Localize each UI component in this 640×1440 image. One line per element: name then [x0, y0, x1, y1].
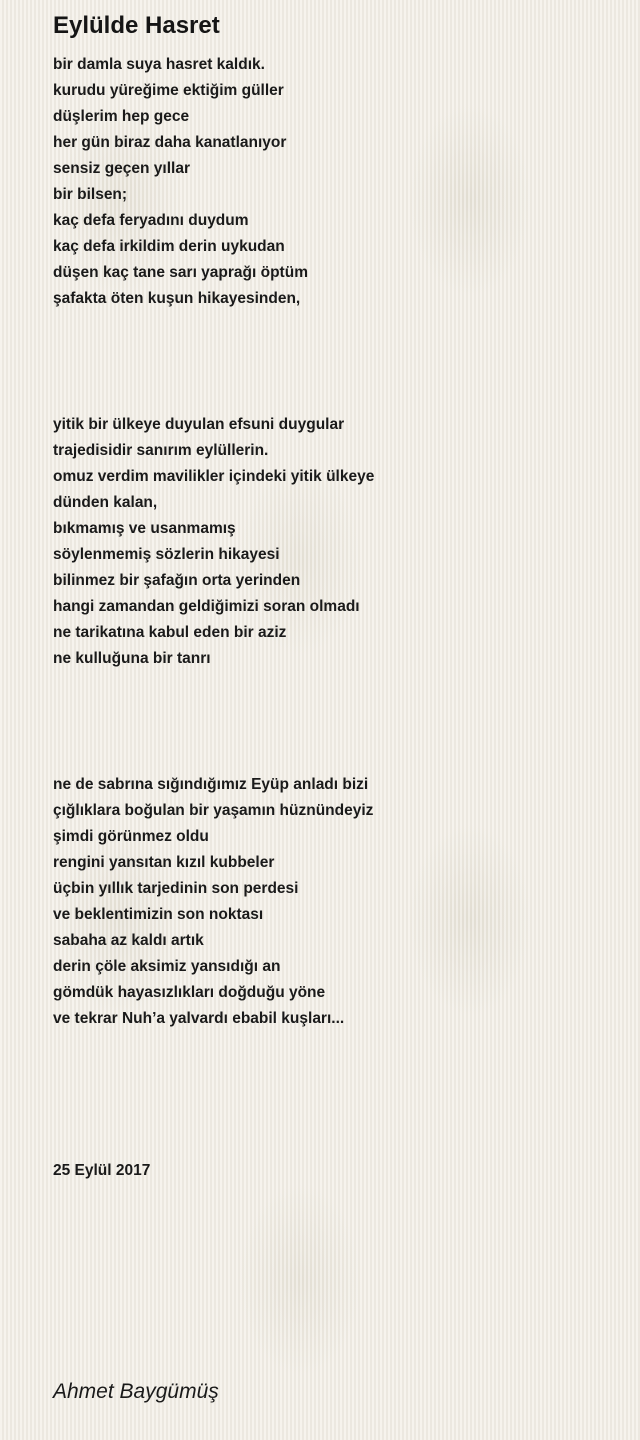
poem-stanza-2 — [53, 412, 613, 672]
poem-line: sensiz geçen yıllar — [53, 160, 190, 177]
poem-stanza-1 — [53, 52, 613, 312]
poem-line: rengini yansıtan kızıl kubbeler — [53, 854, 275, 871]
poem-line: yitik bir ülkeye duyulan efsuni duygular — [53, 416, 345, 433]
poem-title: Eylülde Hasret — [53, 12, 220, 39]
poem-author: Ahmet Baygümüş — [53, 1380, 219, 1403]
poem-line: bıkmamış ve usanmamış — [53, 520, 236, 537]
poem-date: 25 Eylül 2017 — [53, 1162, 151, 1179]
poem-line: şimdi görünmez oldu — [53, 828, 209, 845]
poem-line: kurudu yüreğime ektiğim güller — [53, 82, 284, 99]
poem-stanza-3 — [53, 772, 613, 1032]
poem-line: düşen kaç tane sarı yaprağı öptüm — [53, 264, 308, 281]
poem-line: kaç defa irkildim derin uykudan — [53, 238, 285, 255]
poem-line: bir bilsen; — [53, 186, 128, 203]
poem-line: ne tarikatına kabul eden bir aziz — [53, 624, 287, 641]
poem-line: çığlıklara boğulan bir yaşamın hüznündeyiz — [53, 802, 374, 819]
poem-line: söylenmemiş sözlerin hikayesi — [53, 546, 280, 563]
poem-line: düşlerim hep gece — [53, 108, 190, 125]
poem-line: ve beklentimizin son noktası — [53, 906, 264, 923]
poem-line: trajedisidir sanırım eylüllerin. — [53, 442, 269, 459]
poem-line: ne de sabrına sığındığımız Eyüp anladı bizi — [53, 776, 369, 793]
poem-line: derin çöle aksimiz yansıdığı an — [53, 958, 281, 975]
poem-line: üçbin yıllık tarjedinin son perdesi — [53, 880, 299, 897]
poem-line: dünden kalan, — [53, 494, 158, 511]
poem-line: bilinmez bir şafağın orta yerinden — [53, 572, 301, 589]
poem-line: hangi zamandan geldiğimizi soran olmadı — [53, 598, 360, 615]
poem-line: gömdük hayasızlıkları doğduğu yöne — [53, 984, 326, 1001]
poem-line: ve tekrar Nuh’a yalvardı ebabil kuşları... — [53, 1010, 345, 1027]
poem-line: bir damla suya hasret kaldık. — [53, 56, 265, 73]
poem-line: kaç defa feryadını duydum — [53, 212, 249, 229]
poem-line: şafakta öten kuşun hikayesinden, — [53, 290, 301, 307]
poem-line: sabaha az kaldı artık — [53, 932, 204, 949]
poem-line: her gün biraz daha kanatlanıyor — [53, 134, 287, 151]
poem-line: omuz verdim mavilikler içindeki yitik ülkeye — [53, 468, 375, 485]
poem-line: ne kulluğuna bir tanrı — [53, 650, 211, 667]
